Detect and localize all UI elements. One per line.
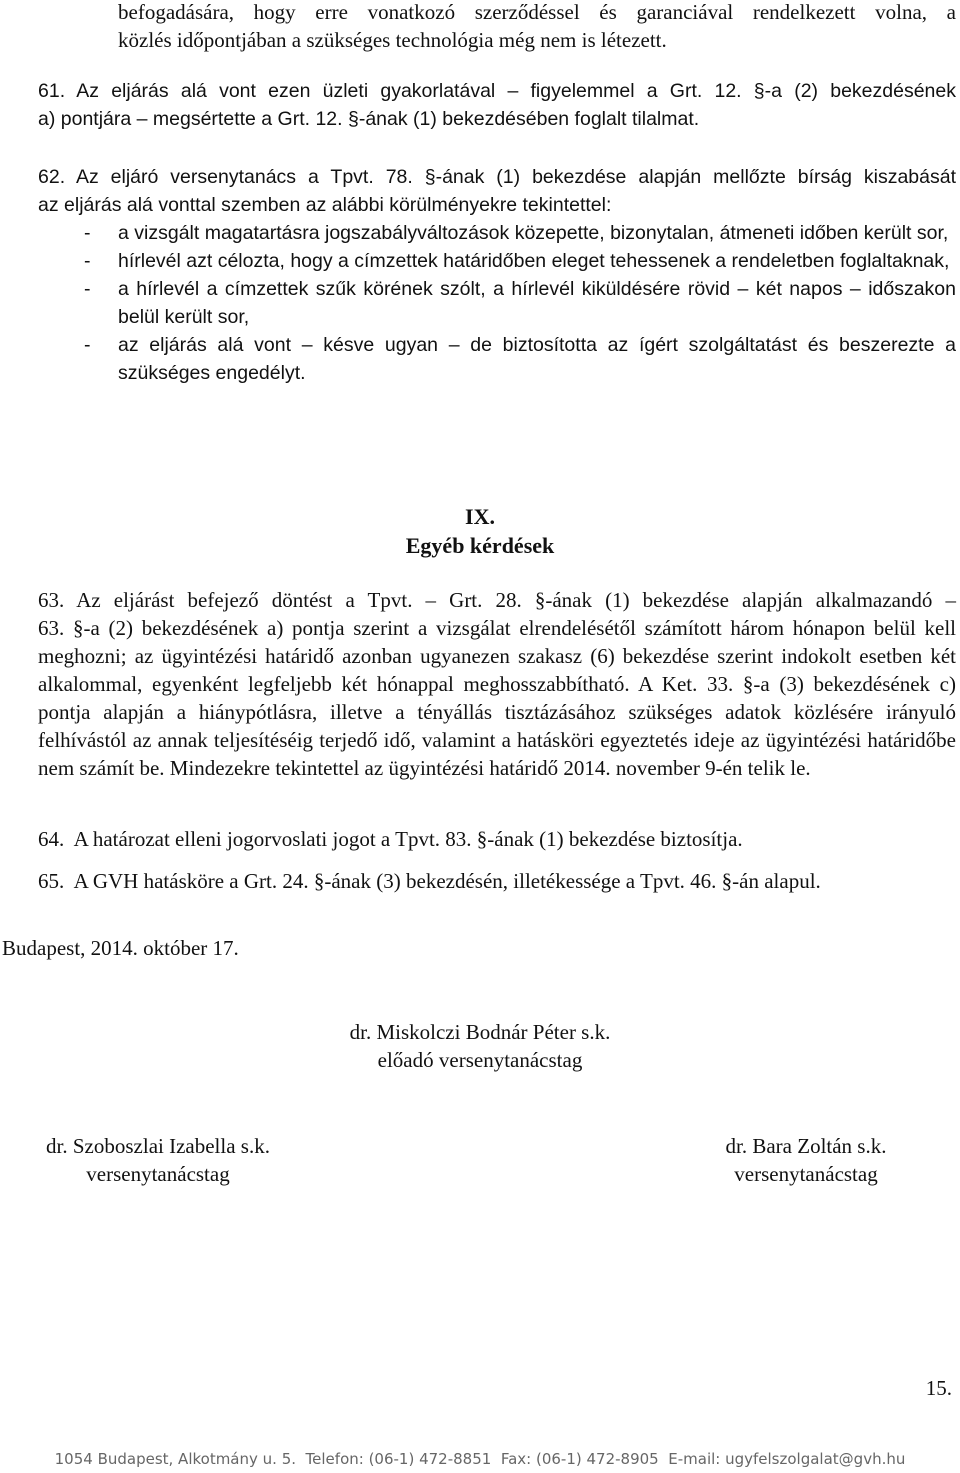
place-and-date: Budapest, 2014. október 17. xyxy=(2,936,239,960)
paragraph-64: 64. A határozat elleni jogorvoslati jogot a Tpvt. 83. §-ának (1) bekezdése biztosítja. xyxy=(38,827,743,851)
intro-line-2: közlés időpontjában a szükséges technológia még nem is létezett. xyxy=(118,28,667,52)
bullet-dash: - xyxy=(84,222,91,244)
signature-chair-role: előadó versenytanácstag xyxy=(377,1048,583,1072)
bullet-item xyxy=(84,331,956,387)
paragraph-62-bullet-list xyxy=(84,219,956,387)
bullet-dash: - xyxy=(84,250,91,272)
bullet-item xyxy=(84,219,956,247)
bullet-dash: - xyxy=(84,278,91,300)
signature-right xyxy=(660,1132,952,1188)
paragraph-65: 65. A GVH hatásköre a Grt. 24. §-ának (3) bekezdésén, illetékessége a Tpvt. 46. §-án alapul. xyxy=(38,869,821,893)
bullet-dash: - xyxy=(84,334,91,356)
page-number: 15. xyxy=(925,1376,952,1400)
bullet-item xyxy=(84,275,956,331)
signature-chair xyxy=(280,1018,680,1074)
paragraph-62-line-2: az eljárás alá vonttal szemben az alábbi körülményekre tekintettel: xyxy=(38,194,612,216)
bullet-text: a hírlevél a címzettek szűk körének szólt, a hírlevél kiküldésére rövid – két napos – időszakon belül került sor, xyxy=(118,278,956,328)
paragraph-63-body: 63. §-a (2) bekezdésének a) pontja szerint a vizsgálat elrendelésétől számított három hónapon belül kell meghozni; az ügyintézési határidő azonban ugyanezen szakasz (6) bekezdése szerint indokolt esetben két alkalommal, egyenként legfeljebb két hónappal meghosszabbítható. A Ket. 33. §-a (3) bekezdésének c) pontja alapján a hiánypótlásra, illetve a tényállás tisztázásához szükséges adatok közlésére irányuló felhívástól az annak teljesítéséig terjedő idő, valamint a hatásköri egyeztetés ideje az ügyintézési határidőbe nem számít be. Mindezekre tekintettel az ügyintézési határidő 2014. november 9-én telik le. xyxy=(38,616,956,780)
paragraph-63 xyxy=(38,586,956,782)
page-footer: 1054 Budapest, Alkotmány u. 5. Telefon: (06-1) 472-8851 Fax: (06-1) 472-8905 E-mail: ugyfelszolgalat@gvh.hu xyxy=(54,1450,906,1468)
bullet-item xyxy=(84,247,956,275)
paragraph-61 xyxy=(38,77,956,133)
signature-left-role: versenytanácstag xyxy=(86,1162,230,1186)
signature-right-role: versenytanácstag xyxy=(734,1162,878,1186)
section-title: Egyéb kérdések xyxy=(405,533,555,558)
signature-left-name: dr. Szoboszlai Izabella s.k. xyxy=(46,1134,270,1158)
paragraph-61-line-2: a) pontjára – megsértette a Grt. 12. §-ának (1) bekezdésében foglalt tilalmat. xyxy=(38,108,700,130)
section-numeral: IX. xyxy=(465,504,495,529)
signature-left xyxy=(0,1132,316,1188)
paragraph-62-line-1: 62. Az eljáró versenytanács a Tpvt. 78. §-ának (1) bekezdése alapján mellőzte bírság kiszabását xyxy=(38,166,956,188)
signature-chair-name: dr. Miskolczi Bodnár Péter s.k. xyxy=(349,1020,611,1044)
intro-paragraph xyxy=(118,0,956,54)
bullet-text: az eljárás alá vont – késve ugyan – de biztosította az ígért szolgáltatást és beszerezte a szükséges engedélyt. xyxy=(118,334,956,384)
paragraph-63-line-1: 63. Az eljárást befejező döntést a Tpvt. – Grt. 28. §-ának (1) bekezdése alapján alkalmazandó – xyxy=(38,588,956,612)
signature-right-name: dr. Bara Zoltán s.k. xyxy=(725,1134,887,1158)
intro-line-1: befogadására, hogy erre vonatkozó szerződéssel és garanciával rendelkezett volna, a xyxy=(118,0,956,24)
bullet-text: hírlevél azt célozta, hogy a címzettek határidőben eleget tehessenek a rendeletben foglaltaknak, xyxy=(118,250,950,272)
paragraph-62 xyxy=(38,163,956,219)
bullet-text: a vizsgált magatartásra jogszabályváltozások közepette, bizonytalan, átmeneti időben került sor, xyxy=(118,222,949,244)
paragraph-61-line-1: 61. Az eljárás alá vont ezen üzleti gyakorlatával – figyelemmel a Grt. 12. §-a (2) bekezdésének xyxy=(38,80,956,102)
